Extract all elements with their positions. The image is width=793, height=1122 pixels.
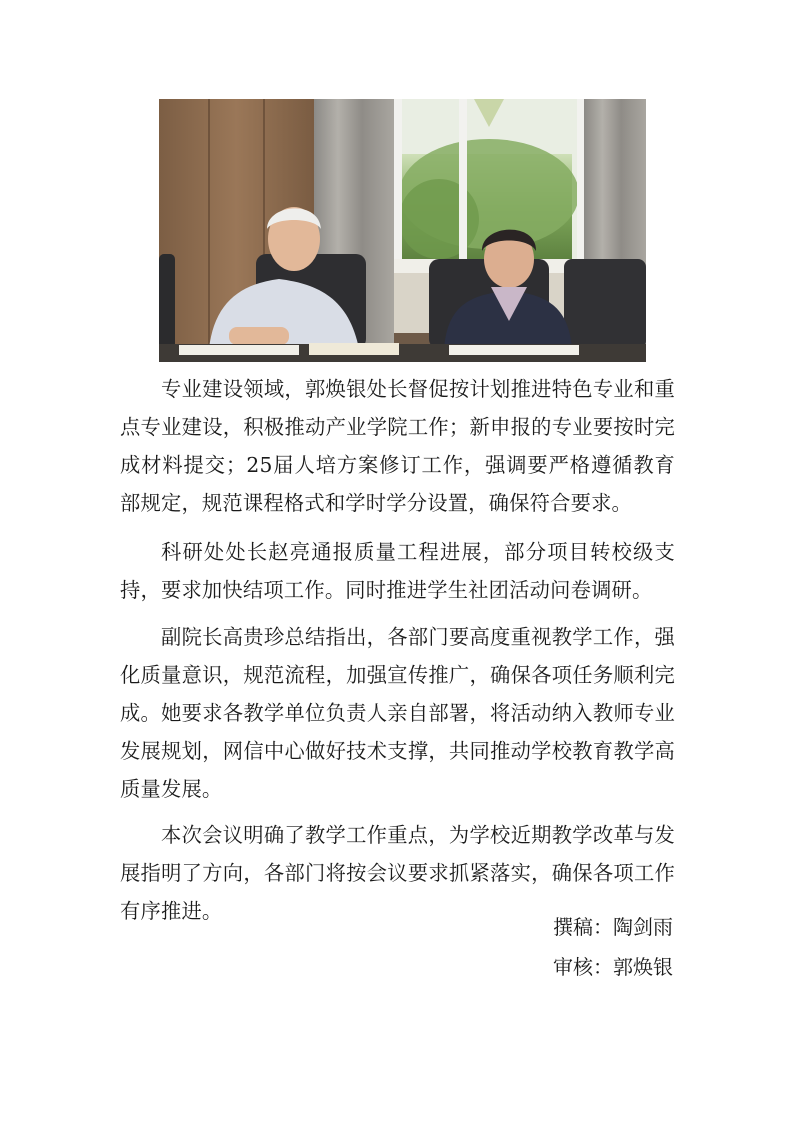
reviewer-credit: 审核：郭焕银 [553,955,673,979]
writer-credit: 撰稿：陶剑雨 [553,915,673,939]
meeting-photo [159,99,646,362]
paragraph-vice-president-summary: 副院长高贵珍总结指出，各部门要高度重视教学工作，强化质量意识，规范流程，加强宣传推广，确保各项任务顺利完成。她要求各教学单位负责人亲自部署，将活动纳入教师专业发展规划，网信中心做好技术支撑，共同推动学校教育教学高质量发展。 [120,625,675,801]
signoff [553,907,673,987]
paragraph-meeting-conclusion: 本次会议明确了教学工作重点，为学校近期教学改革与发展指明了方向，各部门将按会议要求抓紧落实，确保各项工作有序推进。 [120,823,675,923]
paragraph-research-office: 科研处处长赵亮通报质量工程进展，部分项目转校级支持，要求加快结项工作。同时推进学生社团活动问卷调研。 [120,540,675,602]
paragraph-specialty-construction: 专业建设领域，郭焕银处长督促按计划推进特色专业和重点专业建设，积极推动产业学院工作；新申报的专业要按时完成材料提交；25届人培方案修订工作，强调要严格遵循教育部规定，规范课程格式和学时学分设置，确保符合要求。 [120,377,675,515]
article-body [120,370,675,930]
meeting-photo-illustration [159,99,646,362]
